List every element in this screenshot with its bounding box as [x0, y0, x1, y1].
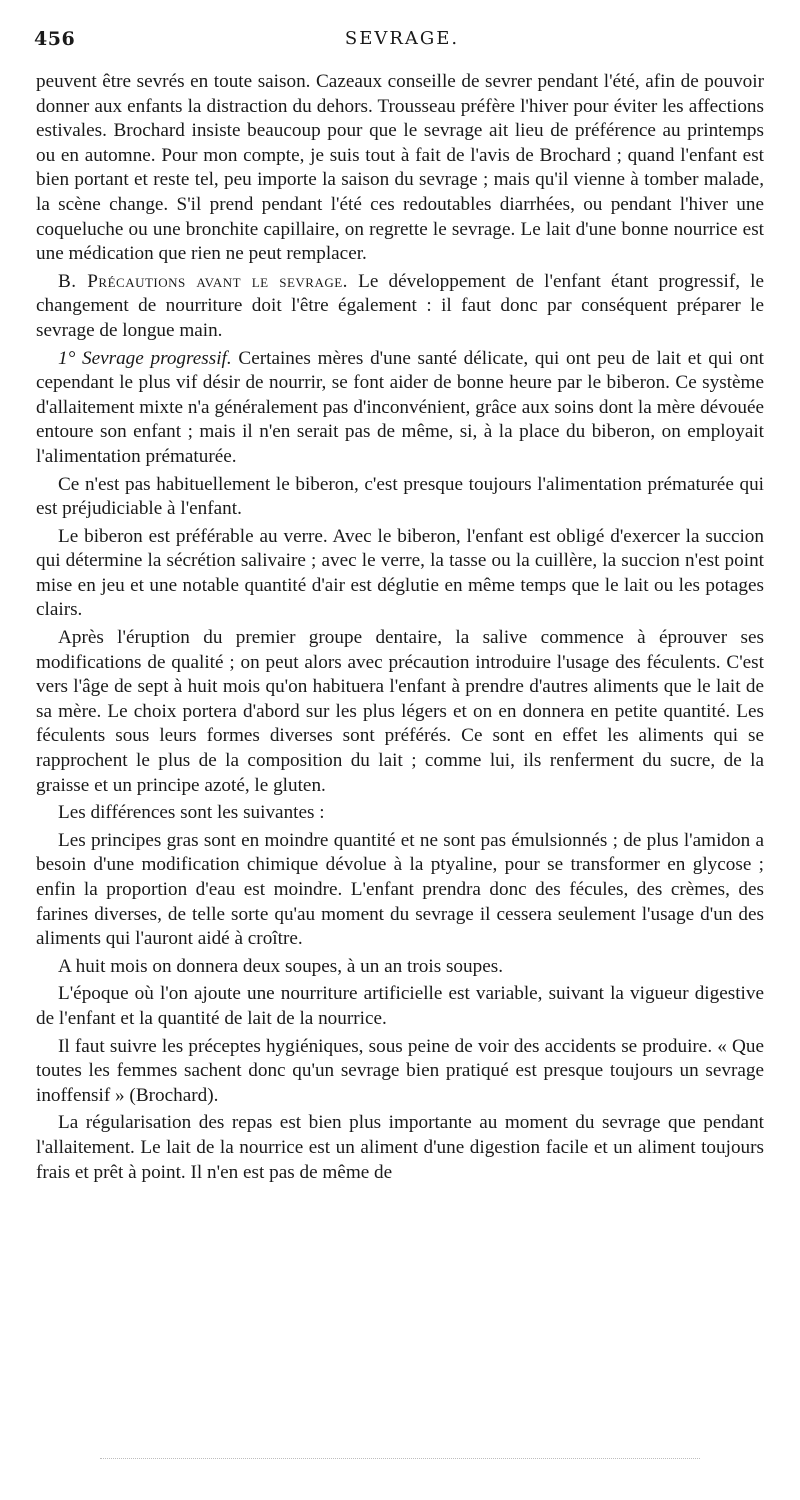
paragraph-9-text: A huit mois on donnera deux soupes, à un an trois soupes. [58, 955, 503, 977]
body-text [36, 70, 764, 1185]
running-title: SEVRAGE. [344, 28, 460, 49]
paragraph-10-text: L'époque où l'on ajoute une nourriture artificielle est variable, suivant la vigueur digestive de l'enfant et la quantité de lait de la nourrice. [36, 983, 764, 1029]
paragraph-12-text: La régularisation des repas est bien plus importante au moment du sevrage que pendant l'allaitement. Le lait de la nourrice est un aliment d'une digestion facile et un aliment toujours frais et prêt à point. Il n'en est pas de même de [36, 1112, 764, 1183]
paragraph-11 [36, 1035, 764, 1109]
paragraph-5 [36, 525, 764, 623]
paragraph-12 [36, 1111, 764, 1185]
paragraph-10 [36, 982, 764, 1031]
paragraph-1-text: peuvent être sevrés en toute saison. Cazeaux conseille de sevrer pendant l'été, afin de pouvoir donner aux enfants la distraction du dehors. Trousseau préfère l'hiver pour éviter les affections estivales. Brochard insiste beaucoup pour que le sevrage ait lieu de préférence au printemps ou en automne. Pour mon compte, je suis tout à fait de l'avis de Brochard ; quand l'enfant est bien portant et reste tel, peu importe la saison du sevrage ; mais qu'il vienne à tomber malade, la scène change. S'il prend pendant l'été ces redoutables diarrhées, ou pendant l'hiver une coqueluche ou une bronchite capillaire, on regrette le sevrage. Le lait d'une bonne nourrice est une médication que rien ne peut remplacer. [36, 71, 764, 265]
running-head [34, 28, 770, 58]
paragraph-6 [36, 626, 764, 798]
paragraph-7-text: Les différences sont les suivantes : [58, 802, 325, 824]
paragraph-2-text: Le développement de l'enfant étant progressif, le changement de nourriture doit l'être également : il faut donc par conséquent préparer le sevrage de longue main. [36, 270, 764, 341]
paragraph-7 [36, 801, 764, 826]
section-heading-precautions: B. Précautions avant le sevrage. [58, 270, 348, 292]
paragraph-4 [36, 473, 764, 522]
paragraph-5-text: Le biberon est préférable au verre. Avec le biberon, l'enfant est obligé d'exercer la succion qui détermine la sécrétion salivaire ; avec le verre, la tasse ou la cuillère, la succion n'est point mise en jeu et une notable quantité d'air est déglutie en même temps que le lait ou les potages clairs. [36, 525, 764, 621]
paragraph-11-text: Il faut suivre les préceptes hygiéniques, sous peine de voir des accidents se produire. « Que toutes les femmes sachent donc qu'un sevrage bien pratiqué est presque toujours un sevrage inoffensif » (Brochard). [36, 1035, 764, 1106]
page-number: 456 [34, 28, 76, 50]
paragraph-3-text: Certaines mères d'une santé délicate, qui ont peu de lait et qui ont cependant le plus vif désir de nourrir, se font aider de bonne heure par le biberon. Ce système d'allaitement mixte n'a généralement pas d'inconvénient, grâce aux soins dont la mère dévouée entoure son enfant ; mais il n'en serait pas de même, si, à la place du biberon, on employait l'alimentation prématurée. [36, 347, 765, 467]
paragraph-6-text: Après l'éruption du premier groupe dentaire, la salive commence à éprouver ses modifications de qualité ; on peut alors avec précaution introduire l'usage des féculents. C'est vers l'âge de sept à huit mois qu'on habituera l'enfant à prendre d'autres aliments que le lait de sa mère. Le choix portera d'abord sur les plus légers et on en donnera en petite quantité. Les féculents sous leurs formes diverses sont préférés. Ce sont en effet les aliments qui se rapprochent le plus de la composition du lait ; comme lui, ils renferment du sucre, de la graisse et un principe azoté, le gluten. [36, 627, 764, 796]
paragraph-8 [36, 829, 764, 952]
paragraph-3 [36, 347, 764, 470]
paragraph-9 [36, 955, 764, 980]
paragraph-2 [36, 270, 764, 344]
paragraph-8-text: Les principes gras sont en moindre quantité et ne sont pas émulsionnés ; de plus l'amidon a besoin d'une modification chimique dévolue à la ptyaline, pour se transformer en glycose ; enfin la proportion d'eau est moindre. L'enfant prendra donc des fécules, des crèmes, des farines diverses, de telle sorte qu'au moment du sevrage il cessera seulement l'usage d'un des aliments qui l'auront aidé à croître. [36, 829, 764, 950]
paragraph-4-text: Ce n'est pas habituellement le biberon, c'est presque toujours l'alimentation prématurée qui est préjudiciable à l'enfant. [36, 473, 764, 520]
paragraph-1 [36, 70, 764, 267]
footer-rule [100, 1458, 700, 1459]
subsection-heading-sevrage-progressif: 1° Sevrage progressif. [58, 347, 232, 369]
